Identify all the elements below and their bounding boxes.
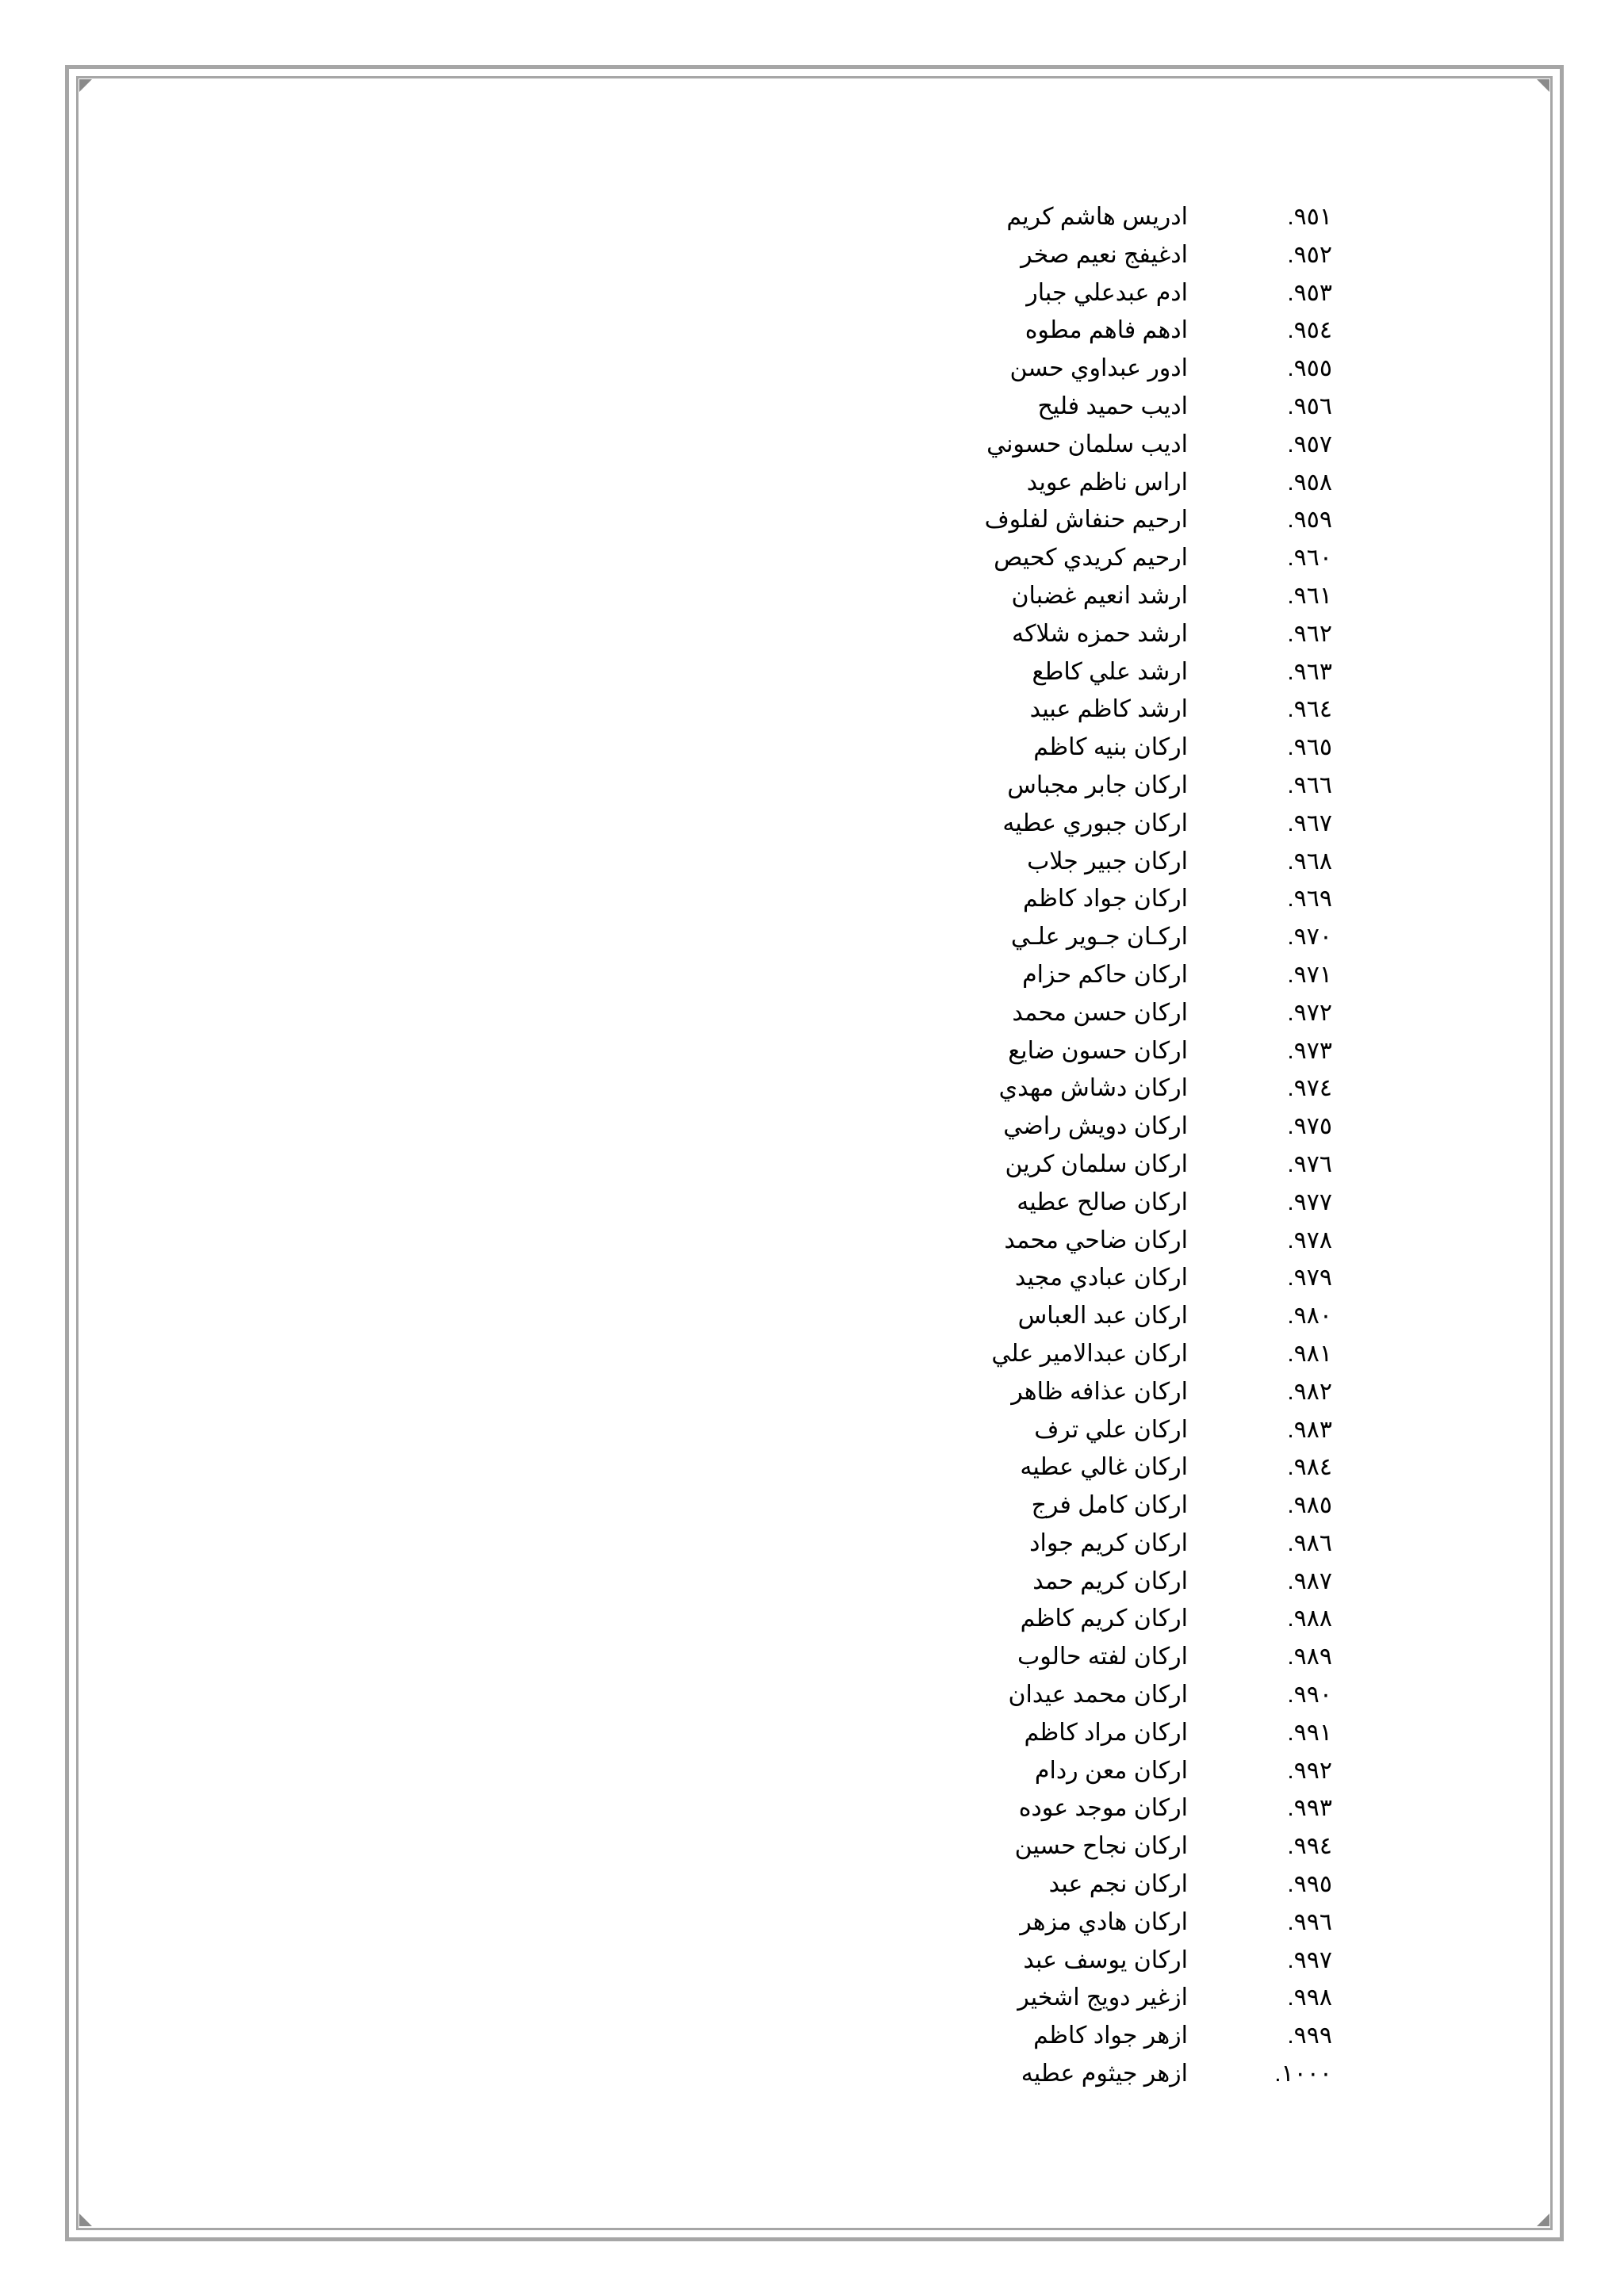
list-item — [0, 1525, 1624, 1563]
item-number: .٩٩٦ — [1287, 1908, 1332, 1935]
item-number: .٩٧١ — [1287, 961, 1332, 988]
list-item — [0, 539, 1624, 577]
item-number: .٩٨٩ — [1287, 1644, 1332, 1670]
item-number: .٩٦٢ — [1287, 620, 1332, 647]
item-name: ارشد حمزه شلاكه — [1012, 620, 1188, 647]
item-name: اركان مراد كاظم — [1024, 1719, 1188, 1746]
item-name: اركان دشاش مهدي — [998, 1075, 1188, 1102]
item-number: .٩٨١ — [1287, 1340, 1332, 1367]
list-item — [0, 918, 1624, 956]
list-item — [0, 1942, 1624, 1980]
list-item — [0, 577, 1624, 615]
item-number: .٩٩٤ — [1287, 1833, 1332, 1860]
item-name: اركان حسن محمد — [1012, 999, 1188, 1026]
list-item — [0, 1297, 1624, 1335]
item-number: .٩٩٠ — [1287, 1682, 1332, 1709]
item-name: اركان دويش راضي — [1003, 1113, 1188, 1140]
item-name: اركان ضاحي محمد — [1004, 1226, 1188, 1253]
list-item — [0, 1448, 1624, 1487]
item-number: .٩٥٥ — [1287, 355, 1332, 382]
item-number: .٩٨٧ — [1287, 1567, 1332, 1594]
item-number: .٩٧٥ — [1287, 1113, 1332, 1140]
item-number: .٩٦٤ — [1287, 696, 1332, 723]
list-item — [0, 1411, 1624, 1449]
item-name: ارشد كاظم عبيد — [1029, 696, 1188, 723]
list-item — [0, 388, 1624, 426]
item-number: .٩٨٤ — [1287, 1454, 1332, 1481]
list-item — [0, 312, 1624, 350]
item-number: .٩٥٨ — [1287, 469, 1332, 496]
item-number: .٩٩٣ — [1287, 1795, 1332, 1822]
item-number: .٩٦١ — [1287, 582, 1332, 609]
list-item — [0, 1487, 1624, 1525]
item-number: .٩٩٨ — [1287, 1984, 1332, 2011]
list-item — [0, 1979, 1624, 2017]
item-number: .١٠٠٠ — [1274, 2061, 1332, 2087]
item-name: ازغير دويج اشخير — [1017, 1984, 1188, 2011]
list-item — [0, 274, 1624, 312]
item-name: اركان كامل فرج — [1031, 1492, 1188, 1519]
list-item — [0, 956, 1624, 994]
item-number: .٩٨٨ — [1287, 1605, 1332, 1632]
item-name: اركان لفته حالوب — [1017, 1644, 1188, 1670]
item-number: .٩٨٢ — [1287, 1378, 1332, 1405]
item-number: .٩٥٤ — [1287, 317, 1332, 344]
corner-ornament-bottom-left — [79, 2214, 92, 2226]
item-name: اركان يوسف عبد — [1023, 1946, 1188, 1973]
corner-ornament-top-right — [1537, 79, 1549, 92]
item-name: اركان عبدالامير علي — [991, 1340, 1188, 1367]
item-name: اركان نجاح حسين — [1014, 1833, 1188, 1860]
item-name: ادم عبدعلي جبار — [1026, 279, 1188, 306]
item-name: اركان جبوري عطيه — [1002, 809, 1188, 836]
item-name: ارحيم كريدي كحيص — [994, 545, 1188, 572]
item-name: اركان جواد كاظم — [1023, 886, 1188, 913]
item-name: اركان حاكم حزام — [1022, 961, 1188, 988]
item-name: اركان عذافه ظاهر — [1011, 1378, 1188, 1405]
list-item — [0, 426, 1624, 464]
list-item — [0, 653, 1624, 691]
item-number: .٩٨٠ — [1287, 1303, 1332, 1330]
item-name: ادريس هاشم كريم — [1006, 204, 1188, 230]
item-name: ارشد علي كاطع — [1032, 658, 1188, 685]
item-name: اديب حميد فليح — [1037, 392, 1188, 419]
item-name: ارشد انعيم غضبان — [1011, 582, 1188, 609]
item-name: ازهر جواد كاظم — [1033, 2022, 1188, 2049]
item-number: .٩٩٧ — [1287, 1946, 1332, 1973]
item-name: اديب سلمان حسوني — [986, 430, 1188, 457]
list-item — [0, 1714, 1624, 1752]
item-number: .٩٧٦ — [1287, 1150, 1332, 1177]
item-number: .٩٥٩ — [1287, 507, 1332, 534]
item-name: اركان بنيه كاظم — [1033, 734, 1188, 761]
item-number: .٩٧٢ — [1287, 999, 1332, 1026]
item-name: ادغيفج نعيم صخر — [1021, 241, 1188, 268]
item-number: .٩٧٧ — [1287, 1188, 1332, 1215]
list-item — [0, 729, 1624, 767]
item-number: .٩٨٦ — [1287, 1529, 1332, 1556]
item-name: اركـان جـوير علـي — [1010, 924, 1188, 951]
item-number: .٩٥٧ — [1287, 430, 1332, 457]
item-name: اركان حسون ضايع — [1008, 1037, 1188, 1064]
list-item — [0, 198, 1624, 236]
item-number: .٩٦٠ — [1287, 545, 1332, 572]
item-name: اركان كريم كاظم — [1020, 1605, 1188, 1632]
item-name: ادور عبداوي حسن — [1009, 355, 1188, 382]
item-name: اركان سلمان كرين — [1005, 1150, 1188, 1177]
item-number: .٩٨٣ — [1287, 1416, 1332, 1443]
item-number: .٩٩٢ — [1287, 1757, 1332, 1784]
item-name: اركان جابر مجباس — [1007, 771, 1188, 798]
list-item — [0, 1676, 1624, 1714]
names-list — [0, 198, 1624, 2093]
item-name: اركان كريم جواد — [1029, 1529, 1188, 1556]
item-name: اركان كريم حمد — [1032, 1567, 1188, 1594]
item-number: .٩٩٩ — [1287, 2022, 1332, 2049]
list-item — [0, 880, 1624, 918]
item-name: ازهر جيثوم عطيه — [1021, 2061, 1188, 2087]
item-name: اراس ناظم عويد — [1026, 469, 1188, 496]
list-item — [0, 2055, 1624, 2093]
item-name: اركان محمد عيدان — [1008, 1682, 1188, 1709]
list-item — [0, 1866, 1624, 1904]
item-number: .٩٦٦ — [1287, 771, 1332, 798]
list-item — [0, 1789, 1624, 1827]
item-name: اركان نجم عبد — [1048, 1871, 1188, 1898]
item-number: .٩٨٥ — [1287, 1492, 1332, 1519]
item-number: .٩٩١ — [1287, 1719, 1332, 1746]
list-item — [0, 1638, 1624, 1676]
list-item — [0, 1222, 1624, 1260]
item-number: .٩٦٨ — [1287, 848, 1332, 874]
list-item — [0, 1184, 1624, 1222]
item-number: .٩٧٠ — [1287, 924, 1332, 951]
list-item — [0, 1335, 1624, 1373]
list-item — [0, 350, 1624, 388]
item-name: اركان غالي عطيه — [1020, 1454, 1188, 1481]
list-item — [0, 691, 1624, 729]
list-item — [0, 767, 1624, 805]
list-item — [0, 1146, 1624, 1184]
list-item — [0, 1904, 1624, 1942]
list-item — [0, 843, 1624, 881]
item-number: .٩٦٣ — [1287, 658, 1332, 685]
list-item — [0, 1373, 1624, 1411]
item-number: .٩٥٦ — [1287, 392, 1332, 419]
item-number: .٩٥١ — [1287, 204, 1332, 230]
list-item — [0, 1563, 1624, 1601]
item-name: اركان جبير جلاب — [1027, 848, 1188, 874]
item-name: اركان صالح عطيه — [1017, 1188, 1188, 1215]
item-number: .٩٧٨ — [1287, 1226, 1332, 1253]
list-item — [0, 1827, 1624, 1866]
item-number: .٩٧٣ — [1287, 1037, 1332, 1064]
list-item — [0, 1600, 1624, 1638]
item-number: .٩٧٤ — [1287, 1075, 1332, 1102]
list-item — [0, 2017, 1624, 2055]
item-name: اركان عبادي مجيد — [1014, 1265, 1188, 1292]
item-name: ادهم فاهم مطوه — [1025, 317, 1188, 344]
list-item — [0, 1752, 1624, 1790]
item-name: اركان معن ردام — [1034, 1757, 1188, 1784]
item-number: .٩٥٢ — [1287, 241, 1332, 268]
item-number: .٩٩٥ — [1287, 1871, 1332, 1898]
corner-ornament-bottom-right — [1537, 2214, 1549, 2226]
list-item — [0, 1259, 1624, 1297]
item-number: .٩٧٩ — [1287, 1265, 1332, 1292]
list-item — [0, 615, 1624, 653]
item-name: اركان علي ترف — [1034, 1416, 1188, 1443]
list-item — [0, 236, 1624, 274]
list-item — [0, 464, 1624, 502]
list-item — [0, 805, 1624, 843]
list-item — [0, 501, 1624, 539]
list-item — [0, 994, 1624, 1032]
item-number: .٩٥٣ — [1287, 279, 1332, 306]
item-name: اركان عبد العباس — [1017, 1303, 1188, 1330]
list-item — [0, 1032, 1624, 1070]
list-item — [0, 1070, 1624, 1108]
item-name: اركان هادي مزهر — [1020, 1908, 1188, 1935]
list-item — [0, 1108, 1624, 1146]
item-number: .٩٦٩ — [1287, 886, 1332, 913]
corner-ornament-top-left — [79, 79, 92, 92]
item-number: .٩٦٧ — [1287, 809, 1332, 836]
item-name: اركان موجد عوده — [1018, 1795, 1188, 1822]
item-name: ارحيم حنفاش لفلوف — [984, 507, 1188, 534]
item-number: .٩٦٥ — [1287, 734, 1332, 761]
